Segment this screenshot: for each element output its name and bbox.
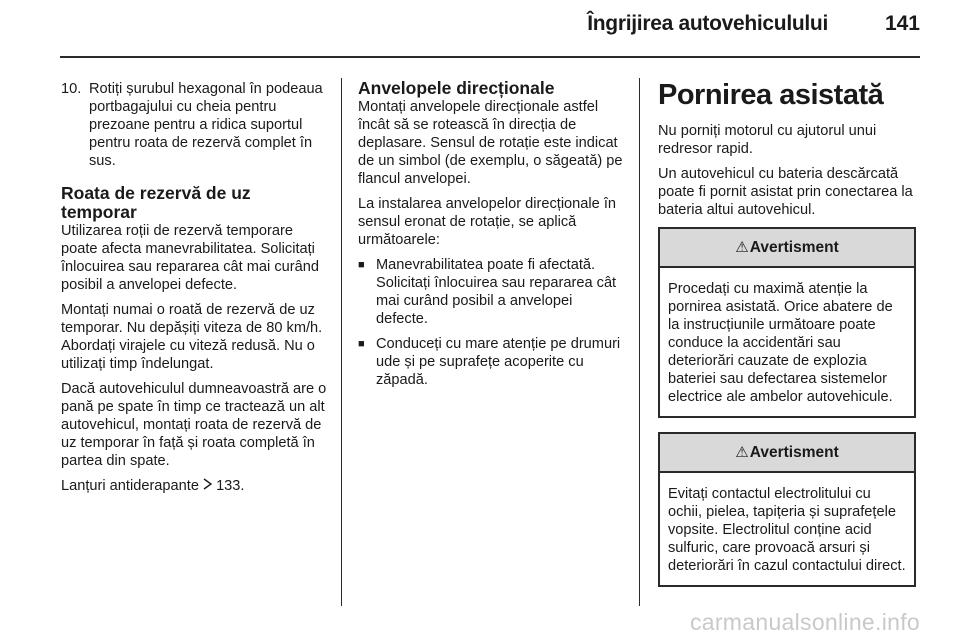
list-item-text: Manevrabilitatea poate fi afectată. Solicitați înlocuirea sau repararea cât mai curând posibil a anvelopei defecte. — [376, 257, 617, 327]
cross-reference-text: Lanțuri antiderapante — [61, 478, 199, 494]
column-2 — [358, 79, 628, 396]
cross-reference[interactable] — [61, 477, 331, 495]
warning-title: Avertisment — [749, 443, 839, 461]
step-number: 10. — [61, 81, 82, 97]
heading-directional-tyres: Anvelopele direcționale — [358, 78, 555, 98]
paragraph: Nu porniți motorul cu ajutorul unui redresor rapid. — [658, 123, 877, 157]
paragraph: Montați anvelopele direcționale astfel încât să se rotească în direcția de deplasare. Sensul de rotație este indicat de un simbol (de exemplu, o săgeată) pe flancul anvelopei. — [358, 99, 623, 187]
bullet-list — [358, 256, 628, 389]
column-1 — [61, 80, 331, 502]
square-bullet-icon: ■ — [358, 338, 365, 350]
heading-temporary-spare: Roata de rezervă de uz temporar — [61, 183, 251, 222]
column-3 — [658, 78, 920, 587]
heading-jump-start: Pornirea asistată — [658, 79, 884, 111]
warning-box-1 — [658, 227, 916, 418]
warning-text: Procedați cu maximă atenție la pornirea asistată. Orice abatere de la instrucțiunile următoare poate conduce la accidentări sau deteriorări cauzate de explozia bateriei sau defectarea sistemelor electrice ale ambelor autovehicule. — [668, 281, 893, 405]
column-divider-1 — [341, 78, 342, 606]
running-header-title: Îngrijirea autovehiculului — [587, 12, 828, 35]
warning-triangle-icon: ⚠ — [735, 238, 749, 256]
paragraph: Utilizarea roții de rezervă temporare poate afecta manevrabilitatea. Solicitați înlocuirea sau repararea cât mai curând posibil a anvelopei defecte. — [61, 223, 319, 293]
square-bullet-icon: ■ — [358, 259, 365, 271]
warning-title: Avertisment — [749, 238, 839, 256]
page-reference-arrow-icon — [203, 477, 212, 495]
warning-text: Evitați contactul electrolitului cu ochii, pielea, tapițeria și suprafețele vopsite. Electrolitul conține acid sulfuric, care provoacă arsuri și deteriorări în cazul contactului direct. — [668, 486, 906, 574]
step-text: Rotiți șurubul hexagonal în podeaua portbagajului cu cheia pentru prezoane pentru a ridica suportul pentru roata de rezervă complet în sus. — [89, 81, 323, 169]
step-10 — [61, 80, 331, 170]
list-item-text: Conduceți cu mare atenție pe drumuri ude și pe suprafețe acoperite cu zăpadă. — [376, 336, 621, 388]
cross-reference-page: 133. — [216, 478, 245, 494]
watermark: carmanualsonline.info — [689, 609, 920, 635]
header-divider — [60, 56, 920, 58]
paragraph: La instalarea anvelopelor direcționale în sensul eronat de rotație, se aplică următoarele: — [358, 196, 616, 248]
list-item — [358, 335, 628, 389]
list-item — [358, 256, 628, 328]
warning-triangle-icon: ⚠ — [735, 443, 749, 461]
warning-box-2 — [658, 432, 916, 587]
warning-header — [660, 434, 914, 473]
page-number: 141 — [884, 12, 920, 35]
paragraph: Un autovehicul cu bateria descărcată poate fi pornit asistat prin conectarea la bateria altui autovehicul. — [658, 166, 913, 218]
paragraph: Montați numai o roată de rezervă de uz temporar. Nu depășiți viteza de 80 km/h. Abordați virajele cu viteză redusă. Nu o utilizați timp îndelungat. — [61, 302, 323, 372]
warning-header — [660, 229, 914, 268]
column-divider-2 — [639, 78, 640, 606]
paragraph: Dacă autovehiculul dumneavoastră are o pană pe spate în timp ce tractează un alt autovehicul, montați roata de rezervă de uz temporar în față și roata completă în partea din spate. — [61, 381, 327, 469]
